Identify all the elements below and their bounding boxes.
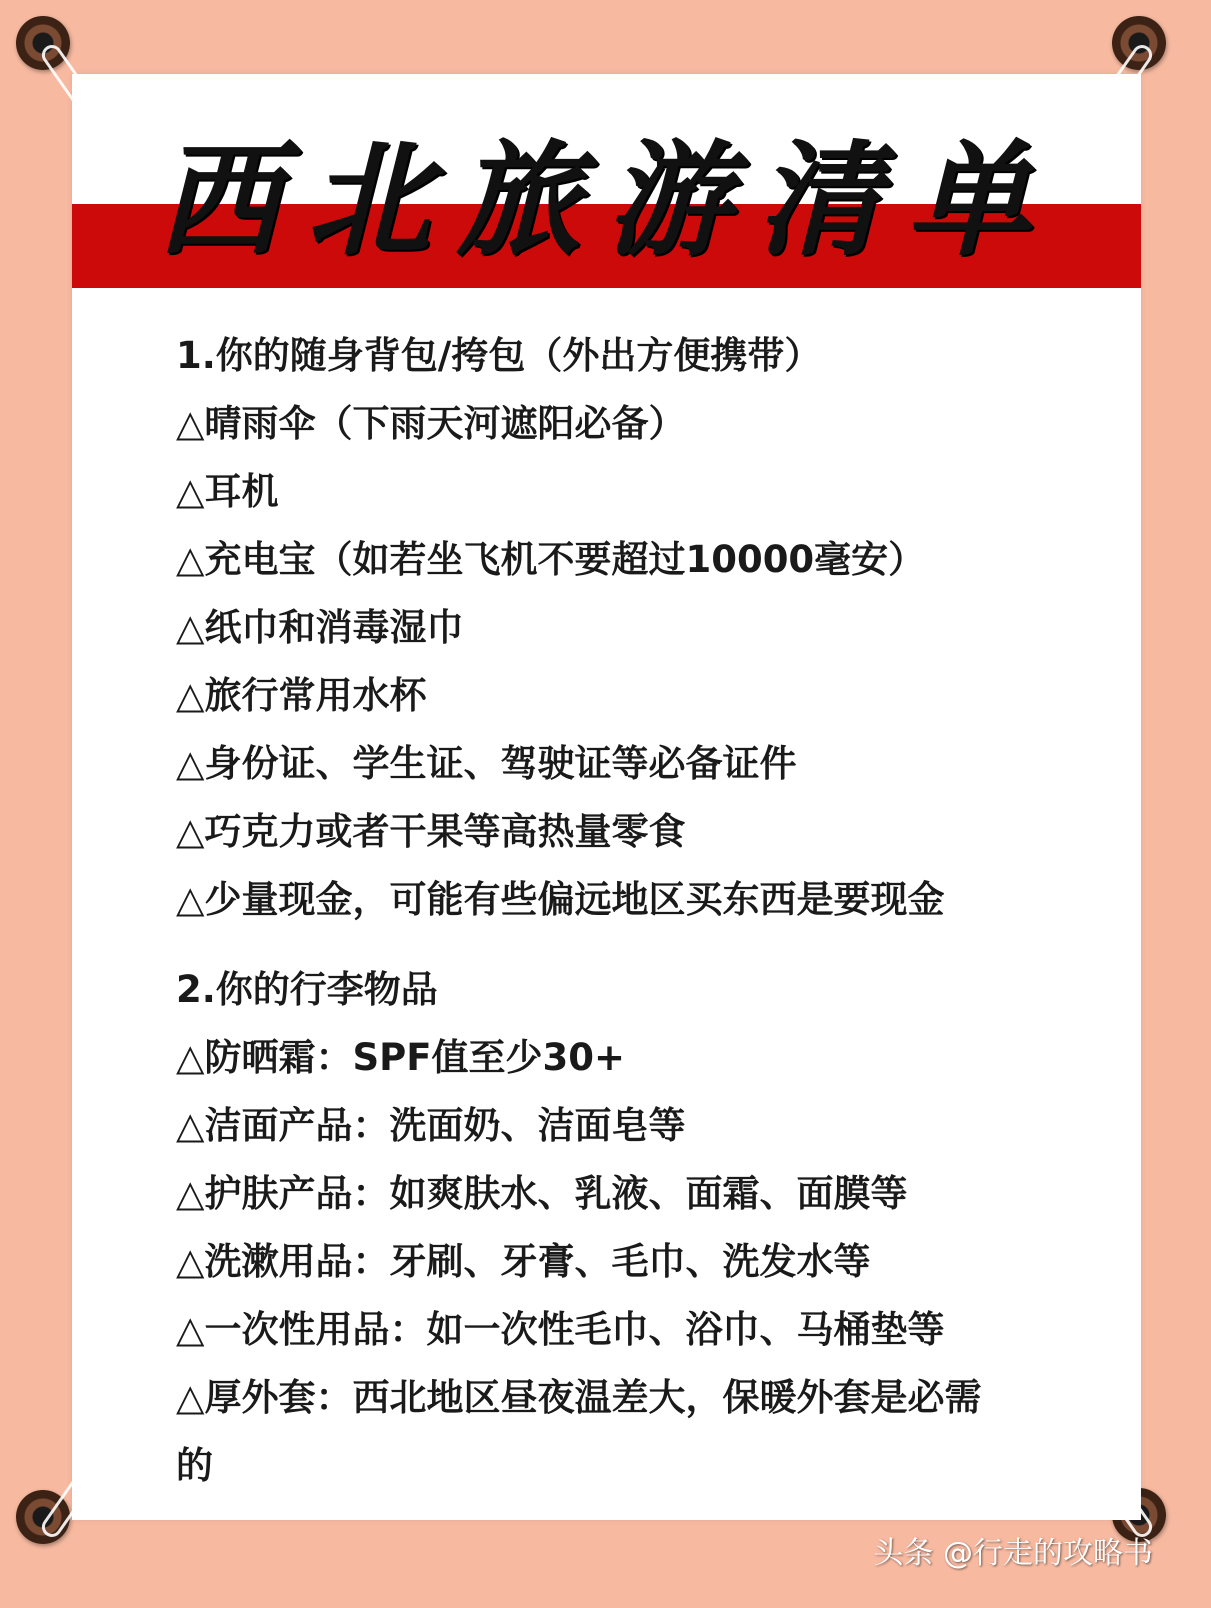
list-item: △洗漱用品：牙刷、牙膏、毛巾、洗发水等 [176,1240,871,1283]
section-heading: 2.你的行李物品 [176,968,438,1011]
list-item: △一次性用品：如一次性毛巾、浴巾、马桶垫等 [176,1308,945,1351]
list-item: △防晒霜：SPF值至少30+ [176,1036,625,1079]
section-carry-bag [176,322,1101,934]
list-item: △晴雨伞（下雨天河遮阳必备） [176,402,686,445]
list-item: △少量现金，可能有些偏远地区买东西是要现金 [176,878,945,921]
list-item: △耳机 [176,470,279,513]
list-item: △厚外套：西北地区昼夜温差大，保暖外套是必需的 [176,1376,982,1487]
list-item: △充电宝（如若坐飞机不要超过10000毫安） [176,538,926,581]
checklist-content [176,322,1101,1500]
list-item: △身份证、学生证、驾驶证等必备证件 [176,742,797,785]
list-item: △护肤产品：如爽肤水、乳液、面霜、面膜等 [176,1172,908,1215]
section-heading: 1.你的随身背包/挎包（外出方便携带） [176,334,822,377]
section-luggage [176,956,1101,1500]
list-item: △旅行常用水杯 [176,674,427,717]
page-title: 西北旅游清单 [156,129,1057,273]
list-item: △巧克力或者干果等高热量零食 [176,810,686,853]
watermark: 头条 @行走的攻略书 [873,1536,1153,1571]
list-item: △洁面产品：洗面奶、洁面皂等 [176,1104,686,1147]
checklist-paper [72,74,1141,1520]
list-item: △纸巾和消毒湿巾 [176,606,464,649]
